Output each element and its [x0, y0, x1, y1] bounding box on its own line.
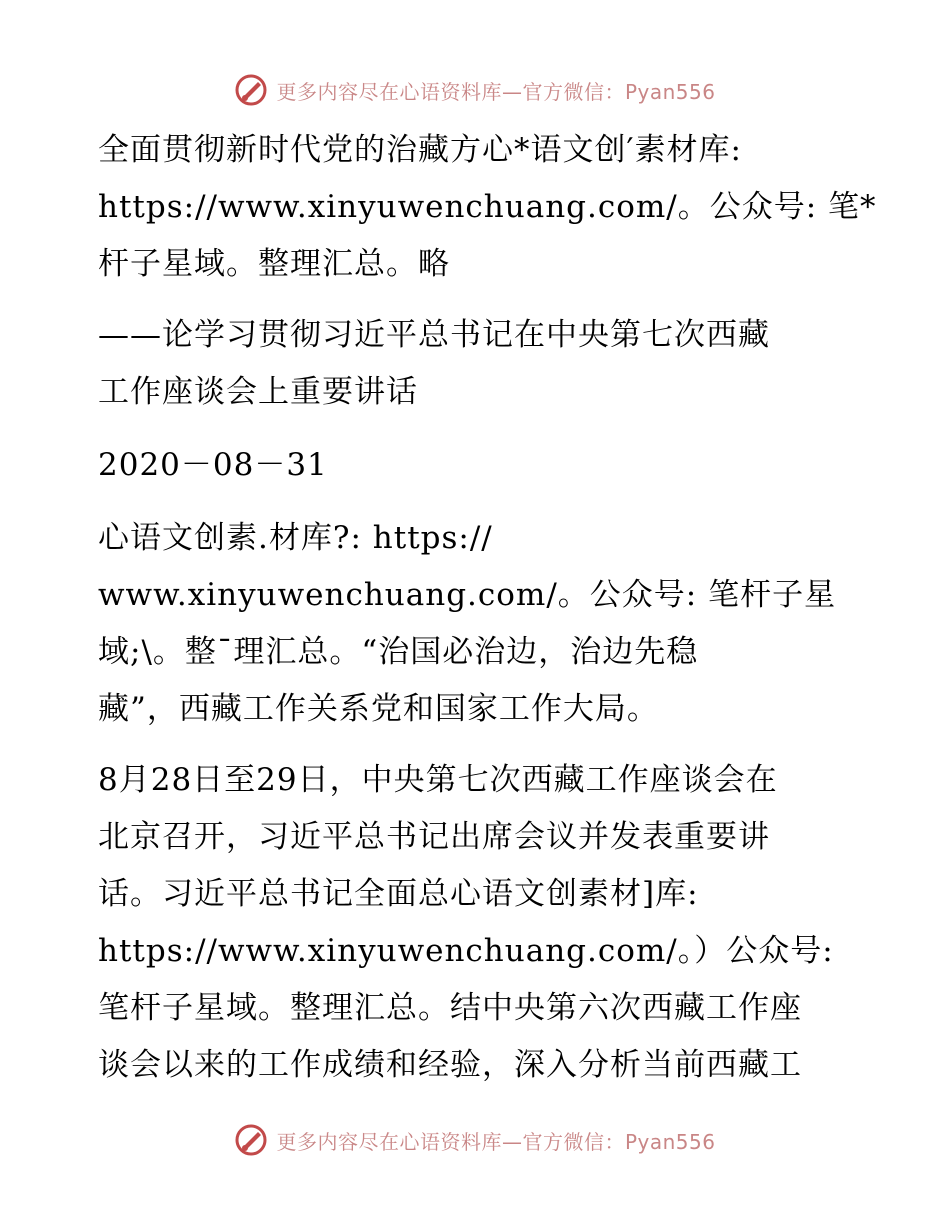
- brush-logo-icon: [234, 73, 268, 107]
- text-line: 8月28日至29日，中央第七次西藏工作座谈会在: [98, 762, 778, 798]
- text-line: www.xinyuwenchuang.com/。公众号: 笔杆子星: [98, 577, 837, 613]
- text-line: 藏”，西藏工作关系党和国家工作大局。: [98, 691, 659, 727]
- text-line: 笔杆子星域。整理汇总。结中央第六次西藏工作座: [98, 990, 802, 1026]
- text-line: 杆子星域。整理汇总。略: [98, 246, 450, 282]
- text-line: 工作座谈会上重要讲话: [98, 374, 418, 410]
- text-line: 心语文创素.材库?: https://: [98, 520, 493, 556]
- footer-watermark: [0, 1120, 950, 1160]
- brush-logo-icon: [234, 1123, 268, 1157]
- paragraph-1: [98, 122, 877, 293]
- paragraph-date: [98, 437, 858, 494]
- watermark-text: 更多内容尽在心语资料库—官方微信：Pyan556: [276, 79, 716, 104]
- watermark-text: 更多内容尽在心语资料库—官方微信：Pyan556: [276, 1129, 716, 1154]
- header-watermark: [0, 70, 950, 110]
- text-line: 域;\。整¯理汇总。“治国必治边，治边先稳: [98, 634, 699, 670]
- document-body: [98, 122, 877, 1094]
- date-line: 2020－08－31: [98, 447, 328, 483]
- text-line: https://www.xinyuwenchuang.com/。）公众号:: [98, 933, 834, 969]
- text-line: 全面贯彻新时代党的治藏方心*语文创′素材库:: [98, 132, 742, 168]
- paragraph-4: [98, 752, 858, 1094]
- paragraph-3: [98, 510, 858, 738]
- text-line: 北京召开，习近平总书记出席会议并发表重要讲: [98, 819, 770, 855]
- text-line: 谈会以来的工作成绩和经验，深入分析当前西藏工: [98, 1047, 802, 1083]
- text-line: 话。习近平总书记全面总心语文创素材]库:: [98, 876, 699, 912]
- text-line: https://www.xinyuwenchuang.com/。公众号: 笔*: [98, 189, 877, 225]
- text-line: ——论学习贯彻习近平总书记在中央第七次西藏: [98, 317, 770, 353]
- paragraph-2: [98, 307, 858, 421]
